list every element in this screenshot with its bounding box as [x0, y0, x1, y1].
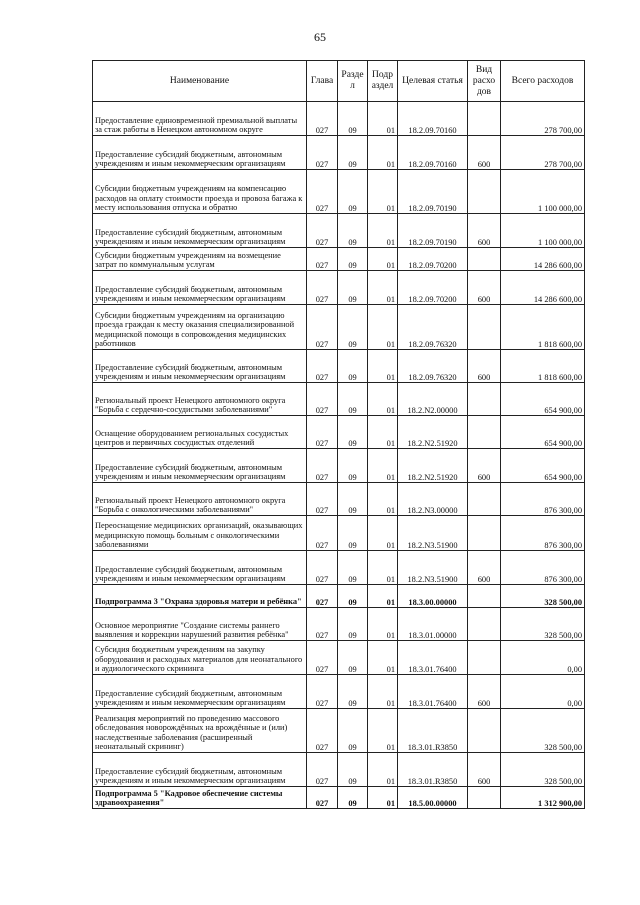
table-row [93, 416, 585, 449]
row-code-cell: 18.2.09.70190 [398, 170, 468, 214]
row-podrazdel-cell: 01 [368, 136, 398, 170]
row-total-cell: 1 100 000,00 [501, 170, 585, 214]
page-number: 65 [314, 30, 326, 44]
table-row [93, 551, 585, 585]
table-row [93, 516, 585, 551]
row-vid-cell [468, 170, 501, 214]
row-code-cell: 18.2.N3.51900 [398, 516, 468, 551]
row-vid-cell [468, 641, 501, 675]
row-code-cell: 18.5.00.00000 [398, 787, 468, 809]
row-name-cell: Субсидии бюджетным учреждениям на возмещение затрат по коммунальным услугам [93, 248, 307, 271]
row-code-cell: 18.2.09.70160 [398, 102, 468, 136]
row-glava-cell: 027 [307, 709, 338, 753]
row-glava-cell: 027 [307, 350, 338, 383]
row-razdel-cell: 09 [338, 248, 368, 271]
budget-table [92, 60, 585, 809]
row-name-cell: Предоставление субсидий бюджетным, автономным учреждениям и иным некоммерческим организациям [93, 675, 307, 709]
row-total-cell: 278 700,00 [501, 102, 585, 136]
table-row [93, 271, 585, 305]
row-total-cell: 328 500,00 [501, 608, 585, 641]
row-podrazdel-cell: 01 [368, 214, 398, 248]
row-razdel-cell: 09 [338, 350, 368, 383]
table-row [93, 214, 585, 248]
row-glava-cell: 027 [307, 248, 338, 271]
row-vid-cell [468, 787, 501, 809]
row-vid-cell: 600 [468, 271, 501, 305]
header-podrazdel: Подр аздел [368, 61, 398, 102]
row-razdel-cell: 09 [338, 675, 368, 709]
row-code-cell: 18.2.N2.00000 [398, 383, 468, 416]
row-code-cell: 18.2.09.76320 [398, 305, 468, 350]
table-body [93, 102, 585, 809]
row-podrazdel-cell: 01 [368, 102, 398, 136]
row-name-cell: Региональный проект Ненецкого автономного округа "Борьба с онкологическими заболеваниями" [93, 483, 307, 516]
row-code-cell: 18.3.01.00000 [398, 608, 468, 641]
row-vid-cell: 600 [468, 350, 501, 383]
row-vid-cell [468, 483, 501, 516]
row-glava-cell: 027 [307, 641, 338, 675]
row-total-cell: 1 100 000,00 [501, 214, 585, 248]
row-podrazdel-cell: 01 [368, 675, 398, 709]
row-vid-cell [468, 516, 501, 551]
row-glava-cell: 027 [307, 675, 338, 709]
row-podrazdel-cell: 01 [368, 551, 398, 585]
row-code-cell: 18.3.01.R3850 [398, 709, 468, 753]
row-glava-cell: 027 [307, 136, 338, 170]
row-razdel-cell: 09 [338, 449, 368, 483]
row-total-cell: 654 900,00 [501, 416, 585, 449]
row-podrazdel-cell: 01 [368, 585, 398, 608]
row-glava-cell: 027 [307, 753, 338, 787]
row-vid-cell: 600 [468, 753, 501, 787]
table-header-row [93, 61, 585, 102]
row-name-cell: Предоставление субсидий бюджетным, автономным учреждениям и иным некоммерческим организациям [93, 214, 307, 248]
row-name-cell: Субсидии бюджетным учреждениям на компенсацию расходов на оплату стоимости проезда и провоза багажа к месту использования отпуска и обратно [93, 170, 307, 214]
row-code-cell: 18.2.09.70190 [398, 214, 468, 248]
row-total-cell: 654 900,00 [501, 449, 585, 483]
row-total-cell: 876 300,00 [501, 516, 585, 551]
header-glava: Глава [307, 61, 338, 102]
row-vid-cell [468, 585, 501, 608]
header-total: Всего расходов [501, 61, 585, 102]
row-total-cell: 876 300,00 [501, 483, 585, 516]
row-glava-cell: 027 [307, 449, 338, 483]
row-code-cell: 18.3.01.76400 [398, 641, 468, 675]
row-glava-cell: 027 [307, 102, 338, 136]
row-name-cell: Переоснащение медицинских организаций, оказывающих медицинскую помощь больным с онкологическими заболеваниями [93, 516, 307, 551]
row-glava-cell: 027 [307, 271, 338, 305]
row-podrazdel-cell: 01 [368, 483, 398, 516]
row-podrazdel-cell: 01 [368, 608, 398, 641]
row-total-cell: 328 500,00 [501, 585, 585, 608]
row-glava-cell: 027 [307, 551, 338, 585]
row-glava-cell: 027 [307, 483, 338, 516]
row-name-cell: Предоставление единовременной премиальной выплаты за стаж работы в Ненецком автономном округе [93, 102, 307, 136]
row-podrazdel-cell: 01 [368, 516, 398, 551]
row-vid-cell [468, 709, 501, 753]
row-total-cell: 278 700,00 [501, 136, 585, 170]
table-row [93, 675, 585, 709]
row-glava-cell: 027 [307, 416, 338, 449]
row-glava-cell: 027 [307, 585, 338, 608]
row-razdel-cell: 09 [338, 416, 368, 449]
row-podrazdel-cell: 01 [368, 709, 398, 753]
row-total-cell: 1 818 600,00 [501, 350, 585, 383]
row-glava-cell: 027 [307, 305, 338, 350]
row-razdel-cell: 09 [338, 170, 368, 214]
row-vid-cell [468, 608, 501, 641]
table-row [93, 449, 585, 483]
row-glava-cell: 027 [307, 787, 338, 809]
row-razdel-cell: 09 [338, 641, 368, 675]
row-razdel-cell: 09 [338, 608, 368, 641]
row-podrazdel-cell: 01 [368, 641, 398, 675]
row-name-cell: Подпрограмма 5 "Кадровое обеспечение системы здравоохранения" [93, 787, 307, 809]
row-total-cell: 0,00 [501, 641, 585, 675]
row-code-cell: 18.2.09.76320 [398, 350, 468, 383]
row-name-cell: Субсидия бюджетным учреждениям на закупку оборудования и расходных материалов для неонатального и аудиологического скрининга [93, 641, 307, 675]
table-row [93, 248, 585, 271]
header-name: Наименование [93, 61, 307, 102]
row-name-cell: Предоставление субсидий бюджетным, автономным учреждениям и иным некоммерческим организациям [93, 350, 307, 383]
table-row [93, 753, 585, 787]
row-code-cell: 18.2.09.70160 [398, 136, 468, 170]
table-row [93, 136, 585, 170]
row-podrazdel-cell: 01 [368, 305, 398, 350]
row-total-cell: 654 900,00 [501, 383, 585, 416]
row-razdel-cell: 09 [338, 102, 368, 136]
row-podrazdel-cell: 01 [368, 170, 398, 214]
table-row [93, 383, 585, 416]
row-total-cell: 1 818 600,00 [501, 305, 585, 350]
row-razdel-cell: 09 [338, 483, 368, 516]
row-vid-cell: 600 [468, 214, 501, 248]
table-row [93, 102, 585, 136]
row-vid-cell: 600 [468, 449, 501, 483]
row-vid-cell [468, 102, 501, 136]
row-name-cell: Реализация мероприятий по проведению массового обследования новорождённых на врождённые и (или) наследственные заболевания (расширенный неонатальный скрининг) [93, 709, 307, 753]
row-podrazdel-cell: 01 [368, 350, 398, 383]
row-razdel-cell: 09 [338, 383, 368, 416]
row-vid-cell [468, 383, 501, 416]
row-glava-cell: 027 [307, 170, 338, 214]
header-celevaya: Целевая статья [398, 61, 468, 102]
table-row [93, 709, 585, 753]
table-row [93, 170, 585, 214]
table-row [93, 641, 585, 675]
header-razdel: Разде л [338, 61, 368, 102]
row-code-cell: 18.2.N2.51920 [398, 449, 468, 483]
row-total-cell: 328 500,00 [501, 753, 585, 787]
table-row [93, 787, 585, 809]
row-name-cell: Предоставление субсидий бюджетным, автономным учреждениям и иным некоммерческим организациям [93, 753, 307, 787]
row-razdel-cell: 09 [338, 787, 368, 809]
row-vid-cell [468, 305, 501, 350]
row-vid-cell: 600 [468, 675, 501, 709]
row-total-cell: 0,00 [501, 675, 585, 709]
row-razdel-cell: 09 [338, 305, 368, 350]
row-code-cell: 18.2.N3.51900 [398, 551, 468, 585]
row-total-cell: 1 312 900,00 [501, 787, 585, 809]
row-podrazdel-cell: 01 [368, 271, 398, 305]
row-vid-cell [468, 248, 501, 271]
row-podrazdel-cell: 01 [368, 753, 398, 787]
row-vid-cell: 600 [468, 551, 501, 585]
row-code-cell: 18.2.N3.00000 [398, 483, 468, 516]
row-name-cell: Предоставление субсидий бюджетным, автономным учреждениям и иным некоммерческим организациям [93, 449, 307, 483]
row-code-cell: 18.2.N2.51920 [398, 416, 468, 449]
row-podrazdel-cell: 01 [368, 416, 398, 449]
row-razdel-cell: 09 [338, 516, 368, 551]
row-glava-cell: 027 [307, 383, 338, 416]
row-razdel-cell: 09 [338, 709, 368, 753]
row-name-cell: Субсидии бюджетным учреждениям на организацию проезда граждан к месту оказания специализированной медицинской помощи в сопровождения медицинских работников [93, 305, 307, 350]
row-name-cell: Региональный проект Ненецкого автономного округа "Борьба с сердечно-сосудистыми заболеваниями" [93, 383, 307, 416]
row-name-cell: Основное мероприятие "Создание системы раннего выявления и коррекции нарушений развития ребёнка" [93, 608, 307, 641]
row-razdel-cell: 09 [338, 551, 368, 585]
row-podrazdel-cell: 01 [368, 787, 398, 809]
table-row [93, 608, 585, 641]
row-code-cell: 18.3.01.R3850 [398, 753, 468, 787]
row-vid-cell [468, 416, 501, 449]
row-code-cell: 18.2.09.70200 [398, 271, 468, 305]
row-podrazdel-cell: 01 [368, 248, 398, 271]
row-razdel-cell: 09 [338, 585, 368, 608]
row-razdel-cell: 09 [338, 136, 368, 170]
row-glava-cell: 027 [307, 214, 338, 248]
row-glava-cell: 027 [307, 516, 338, 551]
row-name-cell: Предоставление субсидий бюджетным, автономным учреждениям и иным некоммерческим организациям [93, 551, 307, 585]
row-code-cell: 18.3.01.76400 [398, 675, 468, 709]
row-total-cell: 328 500,00 [501, 709, 585, 753]
row-total-cell: 876 300,00 [501, 551, 585, 585]
row-total-cell: 14 286 600,00 [501, 271, 585, 305]
table-row [93, 305, 585, 350]
table-row [93, 585, 585, 608]
row-podrazdel-cell: 01 [368, 383, 398, 416]
row-code-cell: 18.2.09.70200 [398, 248, 468, 271]
header-vid: Вид расхо дов [468, 61, 501, 102]
row-code-cell: 18.3.00.00000 [398, 585, 468, 608]
row-name-cell: Предоставление субсидий бюджетным, автономным учреждениям и иным некоммерческим организациям [93, 271, 307, 305]
row-vid-cell: 600 [468, 136, 501, 170]
row-name-cell: Оснащение оборудованием региональных сосудистых центров и первичных сосудистых отделений [93, 416, 307, 449]
row-name-cell: Предоставление субсидий бюджетным, автономным учреждениям и иным некоммерческим организациям [93, 136, 307, 170]
table-row [93, 350, 585, 383]
row-razdel-cell: 09 [338, 214, 368, 248]
row-name-cell: Подпрограмма 3 "Охрана здоровья матери и ребёнка" [93, 585, 307, 608]
table-row [93, 483, 585, 516]
row-razdel-cell: 09 [338, 271, 368, 305]
row-total-cell: 14 286 600,00 [501, 248, 585, 271]
row-glava-cell: 027 [307, 608, 338, 641]
row-razdel-cell: 09 [338, 753, 368, 787]
row-podrazdel-cell: 01 [368, 449, 398, 483]
